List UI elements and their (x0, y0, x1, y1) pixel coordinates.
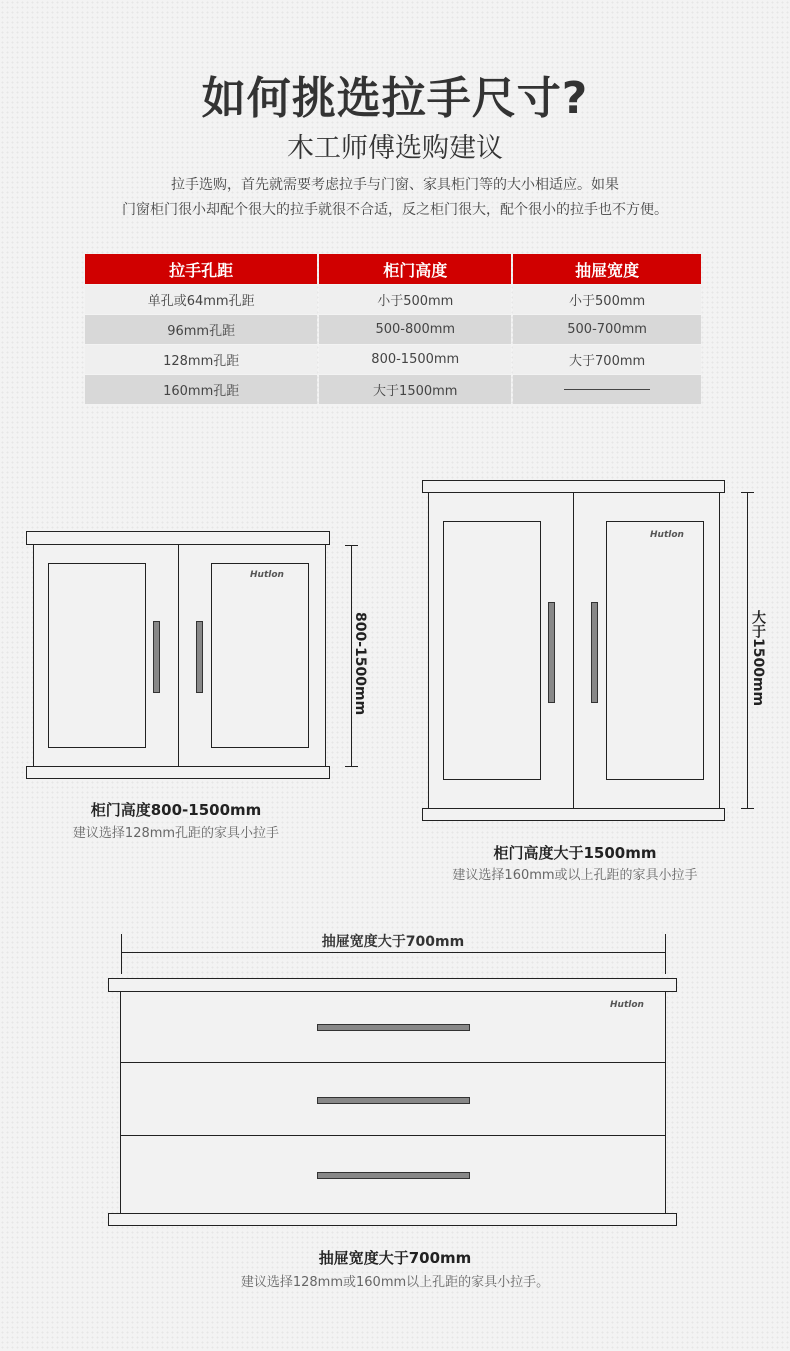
page-subtitle: 木工师傅选购建议 (287, 133, 503, 164)
door-panel (606, 521, 704, 780)
dimension-label: 抽屉宽度大于700mm (321, 934, 465, 950)
cell: 小于500mm (319, 285, 511, 314)
caption: 柜门高度800-1500mm (90, 801, 262, 819)
handle (317, 1024, 470, 1031)
caption-note: 建议选择128mm或160mm以上孔距的家具小拉手。 (240, 1275, 550, 1290)
table-row (85, 285, 701, 314)
intro-line-2: 门窗柜门很小却配个很大的拉手就很不合适，反之柜门很大，配个很小的拉手也不方便。 (122, 202, 668, 218)
cell: 800-1500mm (319, 345, 511, 374)
caption: 柜门高度大于1500mm (493, 844, 657, 862)
header-drawer-width: 抽屉宽度 (513, 254, 701, 284)
brand-logo: Hutlon (650, 530, 684, 540)
dash-line (564, 389, 650, 390)
cell-empty (513, 375, 701, 404)
cabinet-base (108, 1213, 677, 1226)
dimension-label: 800-1500mm (352, 612, 368, 716)
handle (196, 621, 203, 693)
brand-logo: Hutlon (250, 570, 284, 580)
cell: 单孔或64mm孔距 (85, 285, 317, 314)
dimension-line (121, 952, 665, 953)
dimension-tick (345, 545, 358, 546)
intro-line-1: 拉手选购，首先就需要考虑拉手与门窗、家具柜门等的大小相适应。如果 (171, 177, 619, 193)
size-table (83, 253, 703, 405)
cell: 96mm孔距 (85, 315, 317, 344)
cell: 大于700mm (513, 345, 701, 374)
dimension-tick (665, 934, 666, 974)
table-row (85, 315, 701, 344)
cell: 500-800mm (319, 315, 511, 344)
header-hole-distance: 拉手孔距 (85, 254, 317, 284)
dimension-tick (345, 766, 358, 767)
dimension-label: 大于1500mm (750, 610, 766, 707)
handle (591, 602, 598, 703)
door-panel (211, 563, 309, 748)
cell: 大于1500mm (319, 375, 511, 404)
page-title: 如何挑选拉手尺寸? (201, 73, 589, 124)
handle (153, 621, 160, 693)
caption-note: 建议选择128mm孔距的家具小拉手 (72, 826, 280, 841)
cell: 小于500mm (513, 285, 701, 314)
cabinet-base (26, 766, 330, 779)
handle (548, 602, 555, 703)
table-row (85, 345, 701, 374)
door-panel (443, 521, 541, 780)
dimension-tick (741, 808, 754, 809)
caption-note: 建议选择160mm或以上孔距的家具小拉手 (452, 868, 698, 883)
cabinet-base (422, 808, 725, 821)
brand-logo: Hutlon (610, 1000, 644, 1010)
cell: 500-700mm (513, 315, 701, 344)
cell: 160mm孔距 (85, 375, 317, 404)
cabinet-top (108, 978, 677, 992)
cell: 128mm孔距 (85, 345, 317, 374)
dimension-tick (741, 492, 754, 493)
handle (317, 1172, 470, 1179)
table-row (85, 375, 701, 404)
caption: 抽屉宽度大于700mm (318, 1249, 472, 1267)
door-panel (48, 563, 146, 748)
header-door-height: 柜门高度 (319, 254, 511, 284)
cabinet-top (26, 531, 330, 545)
handle (317, 1097, 470, 1104)
